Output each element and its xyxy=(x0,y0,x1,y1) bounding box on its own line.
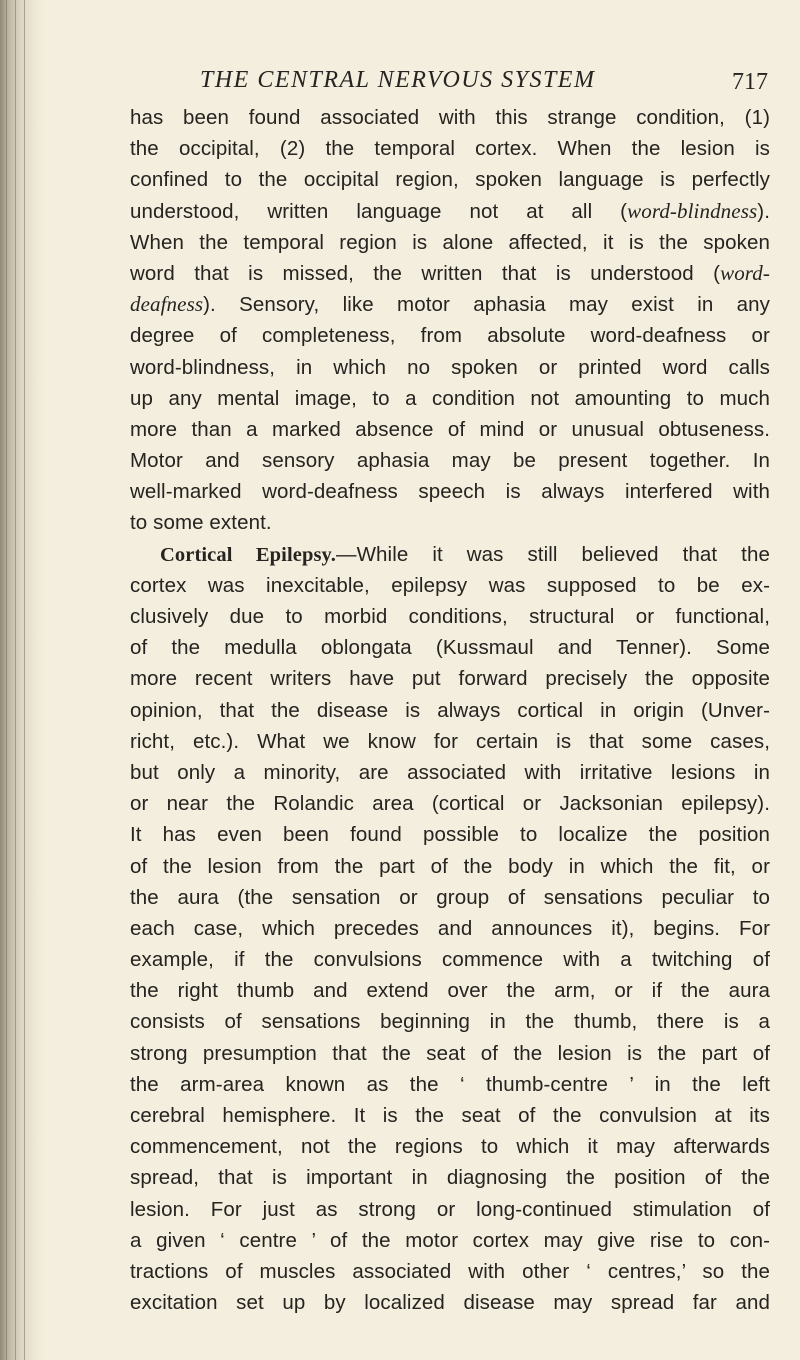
italic-term: word-blindness xyxy=(627,198,758,223)
text-line xyxy=(130,913,770,944)
text-line xyxy=(130,975,770,1006)
running-head: THE CENTRAL NERVOUS SYSTEM xyxy=(200,67,596,93)
text-line xyxy=(130,1256,770,1287)
text-line xyxy=(130,445,770,476)
gutter-line xyxy=(6,0,7,1360)
text-line xyxy=(130,507,770,538)
text-run: ). Sensory, like motor aphasia may exist in any xyxy=(203,293,770,317)
text-line xyxy=(130,1287,770,1318)
text-line xyxy=(130,476,770,507)
text-run: more than a marked absence of mind or unusual obtuseness. xyxy=(130,417,770,441)
text-run: example, if the convulsions commence with a twitching of xyxy=(130,948,770,972)
text-run: the aura (the sensation or group of sensations peculiar to xyxy=(130,885,770,909)
text-run: cerebral hemisphere. It is the seat of the convulsion at its xyxy=(130,1104,770,1127)
text-line xyxy=(130,414,770,445)
text-line xyxy=(130,196,770,227)
text-line xyxy=(130,320,770,351)
page-header xyxy=(130,64,770,96)
text-run: to some extent. xyxy=(130,511,272,535)
text-line xyxy=(130,1194,770,1225)
text-run: tractions of muscles associated with other ‘ centres,’ so the xyxy=(130,1259,770,1283)
text-run: confined to the occipital region, spoken language is perfectly xyxy=(130,168,770,192)
text-run: It has even been found possible to localize the position xyxy=(130,823,770,847)
text-line xyxy=(130,601,770,632)
text-run: When the temporal region is alone affected, it is the spoken xyxy=(130,230,770,254)
text-run: but only a minority, are associated with irritative lesions in xyxy=(130,760,770,784)
text-line xyxy=(130,944,770,975)
text-run: opinion, that the disease is always cortical in origin (Unver- xyxy=(130,698,770,722)
text-run: has been found associated with this strange condition, (1) xyxy=(130,106,770,129)
text-line xyxy=(130,788,770,819)
text-run: cortex was inexcitable, epilepsy was supposed to be ex- xyxy=(130,573,770,597)
gutter-line xyxy=(15,0,16,1360)
text-line xyxy=(130,1162,770,1193)
text-run: a given ‘ centre ’ of the motor cortex may give rise to con- xyxy=(130,1228,770,1252)
text-line xyxy=(130,1038,770,1069)
text-run: spread, that is important in diagnosing the position of the xyxy=(130,1166,770,1190)
section-heading: Cortical Epilepsy. xyxy=(160,543,336,566)
text-line xyxy=(130,133,770,164)
text-run: well-marked word-deafness speech is always interfered with xyxy=(130,480,770,504)
text-run: commencement, not the regions to which it may afterwards xyxy=(130,1135,770,1159)
italic-term: deafness xyxy=(130,292,204,317)
text-run: richt, etc.). What we know for certain is that some cases, xyxy=(130,729,770,753)
text-line xyxy=(130,882,770,913)
text-run: —While it was still believed that the xyxy=(336,542,770,566)
text-line xyxy=(130,851,770,882)
text-run: excitation set up by localized disease may spread far and xyxy=(130,1291,770,1315)
text-line xyxy=(130,258,770,289)
text-line xyxy=(130,227,770,258)
text-run: each case, which precedes and announces it), begins. For xyxy=(130,916,770,940)
text-run: clusively due to morbid conditions, structural or functional, xyxy=(130,605,770,628)
text-run: understood, written language not at all ( xyxy=(130,199,628,223)
text-line xyxy=(130,695,770,726)
italic-term: word- xyxy=(720,260,770,285)
gutter-line xyxy=(24,0,25,1360)
text-line xyxy=(130,663,770,694)
text-run: up any mental image, to a condition not amounting to much xyxy=(130,386,770,410)
text-line xyxy=(130,726,770,757)
text-run: lesion. For just as strong or long-continued stimulation of xyxy=(130,1197,770,1221)
text-run: of the lesion from the part of the body in which the fit, or xyxy=(130,854,770,878)
text-run: the occipital, (2) the temporal cortex. When the lesion is xyxy=(130,137,770,161)
text-line xyxy=(130,383,770,414)
text-run: the arm-area known as the ‘ thumb-centre ’ in the left xyxy=(130,1072,770,1096)
text-line xyxy=(130,819,770,850)
text-line xyxy=(130,1131,770,1162)
text-line xyxy=(130,102,770,133)
text-run: strong presumption that the seat of the lesion is the part of xyxy=(130,1041,770,1065)
text-run: consists of sensations beginning in the thumb, there is a xyxy=(130,1010,770,1034)
text-line xyxy=(130,1100,770,1131)
text-run: ). xyxy=(757,199,770,223)
text-line xyxy=(130,164,770,195)
text-line xyxy=(130,352,770,383)
text-line xyxy=(130,1006,770,1037)
text-line xyxy=(130,570,770,601)
text-run: or near the Rolandic area (cortical or Jacksonian epilepsy). xyxy=(130,792,770,816)
text-run: the right thumb and extend over the arm, or if the aura xyxy=(130,979,770,1003)
page-number: 717 xyxy=(732,69,768,95)
text-run: degree of completeness, from absolute word-deafness or xyxy=(130,324,770,348)
text-line xyxy=(130,757,770,788)
text-run: word-blindness, in which no spoken or printed word calls xyxy=(130,355,770,379)
text-line xyxy=(130,539,770,570)
text-run: Motor and sensory aphasia may be present together. In xyxy=(130,449,770,473)
text-run: more recent writers have put forward precisely the opposite xyxy=(130,667,770,691)
body-text xyxy=(130,102,770,1342)
text-run: word that is missed, the written that is understood ( xyxy=(130,261,721,285)
text-run: of the medulla oblongata (Kussmaul and Tenner). Some xyxy=(130,636,770,660)
text-line xyxy=(130,289,770,320)
text-line xyxy=(130,632,770,663)
text-line xyxy=(130,1069,770,1100)
text-line xyxy=(130,1225,770,1256)
